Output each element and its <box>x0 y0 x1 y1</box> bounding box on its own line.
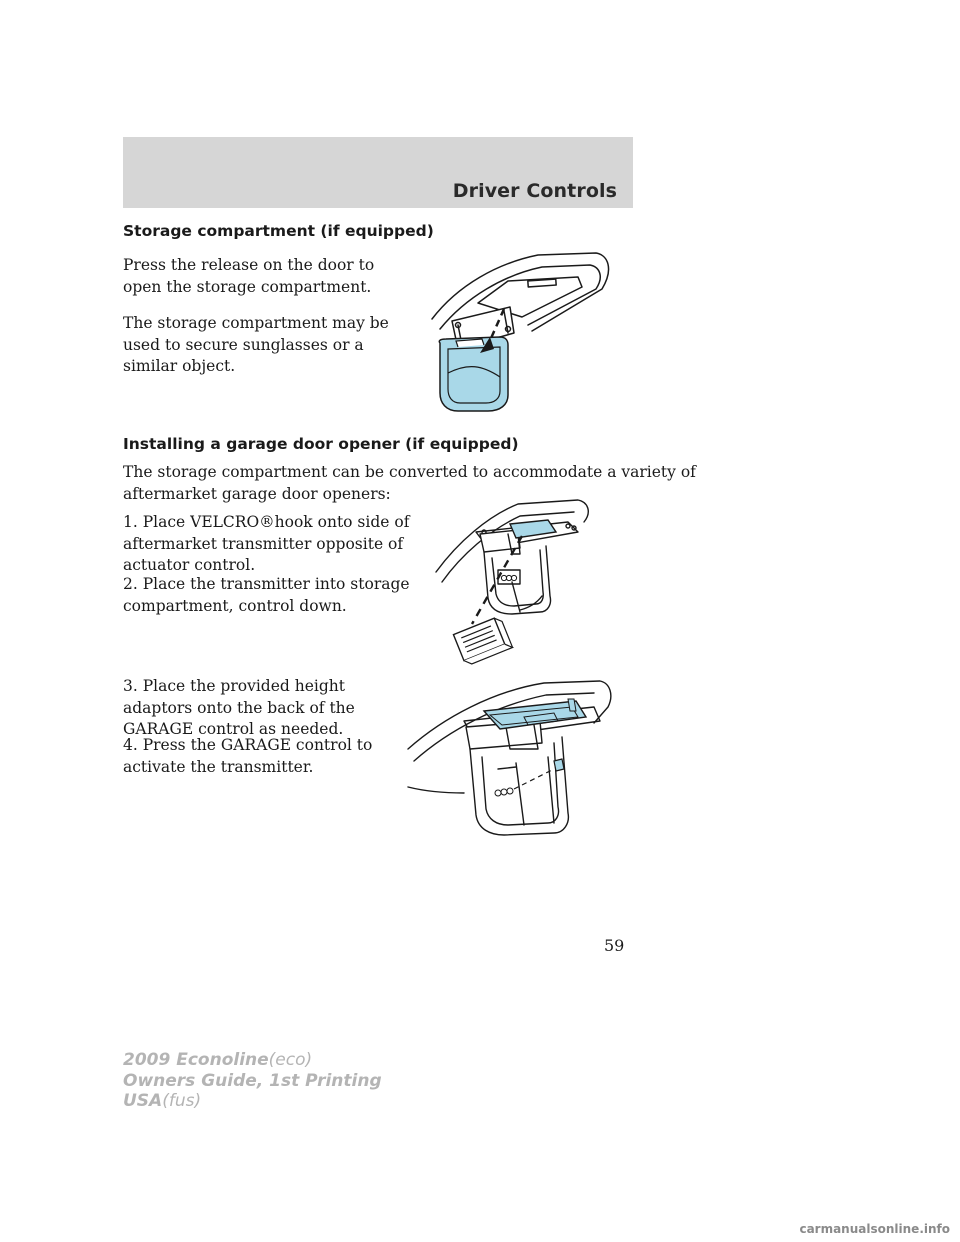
footer-guide: Owners Guide, 1st Printing <box>123 1070 382 1091</box>
garage-step-1: 1. Place VELCRO®hook onto side of aftermarket transmitter opposite of actuator control. <box>123 513 410 574</box>
header-title: Driver Controls <box>452 180 617 202</box>
storage-paragraph-2: The storage compartment may be used to secure sunglasses or a similar object. <box>123 314 389 375</box>
storage-paragraph-1: Press the release on the door to open the storage compartment. <box>123 256 375 296</box>
footer <box>123 1050 382 1112</box>
footer-model-code: (eco) <box>268 1050 313 1070</box>
footer-market: USA <box>123 1091 163 1111</box>
garage-intro: The storage compartment can be converted to accommodate a variety of aftermarket garage door openers: <box>123 463 696 503</box>
height-adaptor-illustration <box>404 677 620 843</box>
garage-heading: Installing a garage door opener (if equipped) <box>123 435 519 453</box>
footer-market-code: (fus) <box>162 1091 202 1111</box>
footer-model: 2009 Econoline <box>123 1050 269 1070</box>
watermark: carmanualsonline.info <box>799 1222 950 1236</box>
garage-step-4: 4. Press the GARAGE control to activate the transmitter. <box>123 736 373 776</box>
storage-heading: Storage compartment (if equipped) <box>123 222 434 240</box>
garage-step-3: 3. Place the provided height adaptors onto the back of the GARAGE control as needed. <box>123 677 355 738</box>
transmitter-insertion-illustration <box>428 492 608 667</box>
storage-compartment-illustration <box>418 245 618 415</box>
page-number: 59 <box>604 936 625 955</box>
page-header <box>123 137 633 208</box>
garage-step-2: 2. Place the transmitter into storage compartment, control down. <box>123 575 410 615</box>
